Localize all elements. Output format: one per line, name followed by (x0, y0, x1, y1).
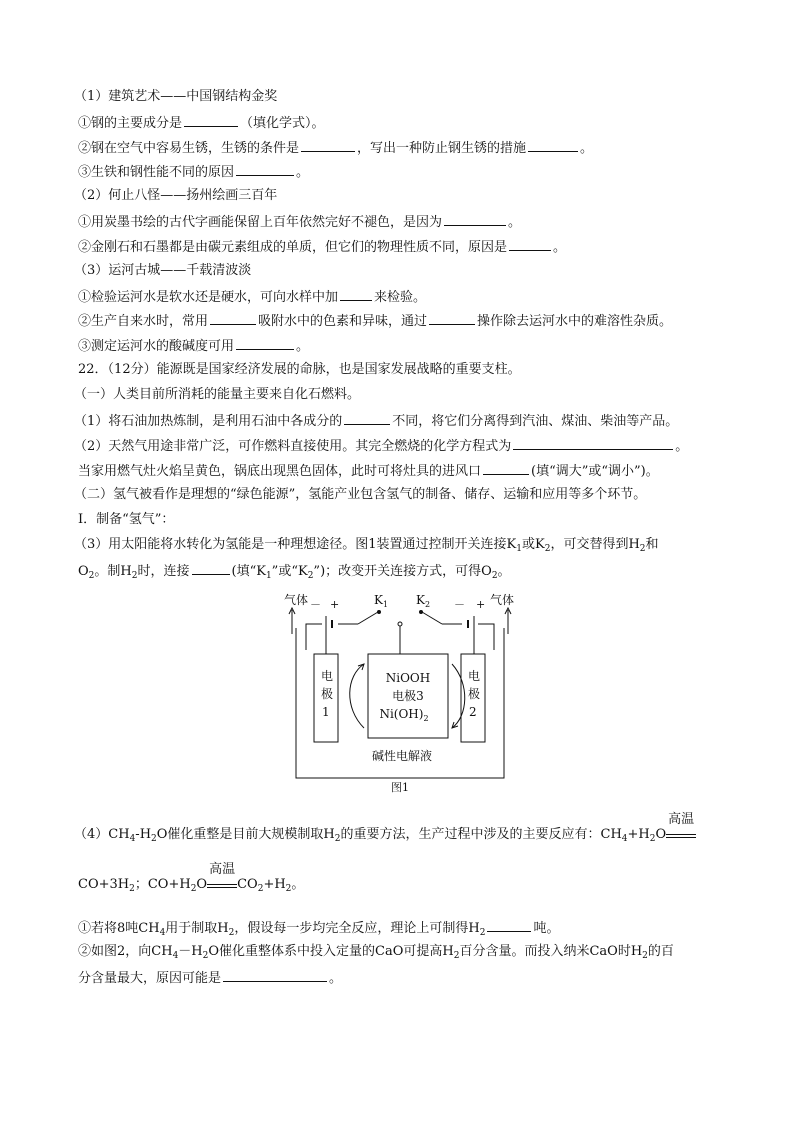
q4-a: ①若将8吨$CH_4$用于制取$H_2$，假设每一步均完全反应，理论上可制得$H_2$ 吨。 (78, 918, 559, 938)
q22-s3-line1: （3）用太阳能将水转化为氢能是一种理想途径。图1装置通过控制开关连接$K_1$或$K_2$，可交替得到$H_2$和 (74, 537, 659, 554)
q22-section-1: I．制备“氢气”： (78, 512, 175, 527)
answer-blank[interactable] (192, 561, 230, 575)
right-curved-arrow (452, 664, 465, 728)
gas-left-label: 气体 (284, 593, 309, 607)
q1-c: ③生铁和钢性能不同的原因 。 (78, 162, 309, 182)
q4-b: ②如图2，向$CH_4-H_2O$催化重整体系中投入定量的CaO可提高$H_2$百分含量。而投入纳米CaO时$H_2$的百 (78, 944, 674, 961)
answer-blank[interactable] (223, 968, 327, 982)
electrode3-label-1: NiOOH (385, 671, 431, 685)
left-curved-arrow (350, 664, 364, 728)
q22-s2: （2）天然气用途非常广泛，可作燃料直接使用。其完全燃烧的化学方程式为 。 (74, 436, 688, 456)
q22-s3-line2: $O_2$。制$H_2$时，连接 (填“$K_1$”或“$K_2$”)；改变开关连接方式，可得$O_2$。 (78, 561, 511, 581)
electrode1-label-3: 1 (322, 705, 330, 719)
battery-right-plus: + (476, 598, 486, 611)
q22-s2b: 当家用燃气灶火焰呈黄色，锅底出现黑色固体，此时可将灶具的进风口 (填“调大”或“调小”)。 (78, 461, 659, 481)
q2-a: ①用炭墨书绘的古代字画能保留上百年依然完好不褪色，是因为 。 (78, 212, 521, 232)
answer-blank[interactable] (340, 287, 372, 301)
reaction-condition-2: 高温 (207, 879, 237, 888)
answer-blank[interactable] (301, 138, 355, 152)
electrolysis-apparatus-figure (280, 588, 520, 793)
q2-b: ②金刚石和石墨都是由碳元素组成的单质，但它们的物理性质不同，原因是 。 (78, 237, 566, 257)
battery-right-minus: － (454, 598, 465, 611)
q3-a: ①检验运河水是软水还是硬水，可向水样中加 来检验。 (78, 287, 426, 307)
answer-blank[interactable] (483, 461, 529, 475)
q22-part1: （一）人类目前所消耗的能量主要来自化石燃料。 (74, 387, 361, 402)
answer-blank[interactable] (509, 237, 551, 251)
k2-label: $K_2$ (416, 593, 431, 609)
q22-heading: 22．（12分）能源既是国家经济发展的命脉，也是国家发展战略的重要支柱。 (78, 362, 521, 377)
q3-c: ③测定运河水的酸碱度可用 。 (78, 336, 309, 356)
electrode2-label-2: 极 (468, 687, 481, 701)
electrode3-label-2: 电极3 (392, 689, 424, 703)
answer-blank[interactable] (429, 311, 475, 325)
switch-k1 (358, 612, 378, 624)
q4-c: 分含量最大，原因可能是 。 (78, 968, 342, 988)
electrode2-label-3: 2 (469, 705, 477, 719)
q2-title: （2）何止八怪——扬州绘画三百年 (74, 188, 278, 203)
k1-label: $K_1$ (374, 593, 389, 609)
central-terminal (398, 622, 402, 626)
answer-blank[interactable] (236, 336, 294, 350)
answer-blank[interactable] (444, 212, 506, 226)
q22-s4-line1: $(4)CH_4-H_2O$催化重整是目前大规模制取$H_2$的重要方法，生产过程中涉及的主要反应有：$CH_4+H_2O$ 高温 (74, 812, 695, 844)
q3-b: ②生产自来水时，常用 吸附水中的色素和异味，通过 操作除去运河水中的难溶性杂质。 (78, 311, 672, 331)
switch-k2 (422, 612, 442, 624)
electrode2-label-1: 电 (468, 669, 481, 683)
q1-b: ②钢在空气中容易生锈，生锈的条件是 ，写出一种防止钢生锈的措施 。 (78, 138, 593, 158)
electrode3-label-3: $Ni(OH)_2$ (379, 707, 429, 723)
electrolyte-label: 碱性电解液 (371, 749, 433, 763)
battery-left-plus: + (330, 598, 340, 611)
figure-caption: 图1 (391, 781, 409, 793)
answer-blank[interactable] (487, 918, 531, 932)
answer-blank[interactable] (513, 436, 673, 450)
q3-title: （3）运河古城——千载清波淡 (74, 263, 252, 278)
q1-title: （1）建筑艺术——中国钢结构金奖 (74, 89, 278, 104)
gas-right-label: 气体 (490, 593, 515, 607)
answer-blank[interactable] (344, 411, 390, 425)
reaction-condition-1: 高温 (666, 829, 696, 838)
q22-s1: （1）将石油加热炼制，是利用石油中各成分的 不同，将它们分离得到汽油、煤油、柴油等产品。 (74, 411, 678, 431)
electrode1-label-2: 极 (321, 687, 334, 701)
answer-blank[interactable] (528, 138, 578, 152)
answer-blank[interactable] (210, 311, 256, 325)
q1-a: ①钢的主要成分是 （填化学式）。 (78, 113, 325, 133)
q22-s4-line2: $CO+3H_2$；$CO+H_2O$ 高温 $CO_2+H_2$。 (78, 862, 305, 894)
battery-left-minus: － (310, 598, 321, 611)
electrode1-label-1: 电 (321, 669, 334, 683)
answer-blank[interactable] (236, 162, 294, 176)
answer-blank[interactable] (184, 113, 238, 127)
q22-part2: （二）氢气被看作是理想的“绿色能源”，氢能产业包含氢气的制备、储存、运输和应用等多个环节。 (74, 487, 647, 502)
